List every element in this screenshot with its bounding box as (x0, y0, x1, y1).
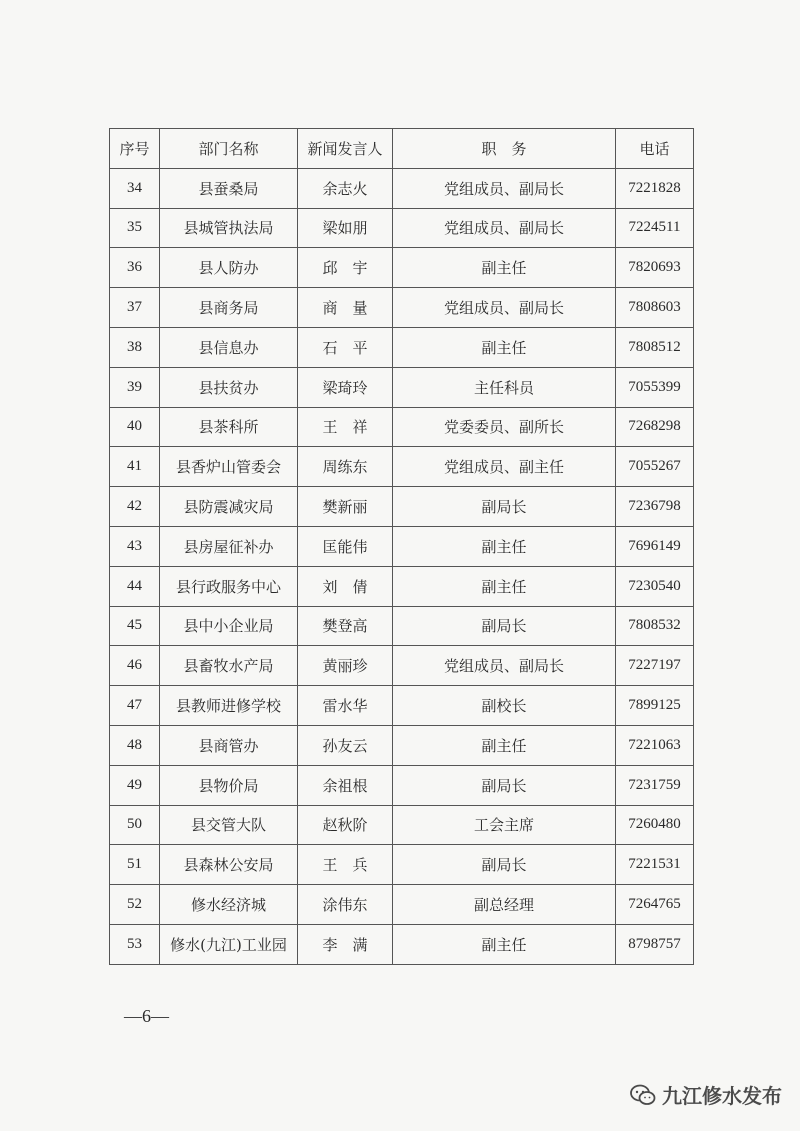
cell-dept: 县城管执法局 (160, 208, 298, 248)
watermark-text: 九江修水发布 (662, 1084, 782, 1108)
table-row (110, 924, 694, 964)
cell-dept: 县香炉山管委会 (160, 447, 298, 487)
header-tel: 电话 (616, 129, 694, 169)
cell-speaker: 梁琦玲 (298, 367, 393, 407)
cell-speaker: 余志火 (298, 168, 393, 208)
cell-speaker: 周练东 (298, 447, 393, 487)
table-row (110, 327, 694, 367)
table-row (110, 646, 694, 686)
cell-tel: 7808512 (616, 327, 694, 367)
cell-dept: 县房屋征补办 (160, 526, 298, 566)
cell-dept: 县人防办 (160, 248, 298, 288)
cell-no: 48 (110, 725, 160, 765)
cell-no: 38 (110, 327, 160, 367)
table-row (110, 686, 694, 726)
table-row (110, 367, 694, 407)
spokesperson-table (109, 128, 694, 965)
cell-speaker: 雷水华 (298, 686, 393, 726)
cell-title: 副总经理 (393, 885, 616, 925)
cell-dept: 县防震减灾局 (160, 487, 298, 527)
cell-speaker: 匡能伟 (298, 526, 393, 566)
cell-dept: 县教师进修学校 (160, 686, 298, 726)
cell-title: 副主任 (393, 248, 616, 288)
watermark (630, 1080, 782, 1109)
cell-no: 45 (110, 606, 160, 646)
table-row (110, 248, 694, 288)
cell-dept: 修水(九江)工业园 (160, 924, 298, 964)
cell-title: 副局长 (393, 606, 616, 646)
cell-dept: 县茶科所 (160, 407, 298, 447)
cell-tel: 7808603 (616, 288, 694, 328)
table-row (110, 288, 694, 328)
table-row (110, 606, 694, 646)
cell-no: 49 (110, 765, 160, 805)
cell-tel: 7808532 (616, 606, 694, 646)
cell-speaker: 余祖根 (298, 765, 393, 805)
table-header-row (110, 129, 694, 169)
header-title: 职 务 (393, 129, 616, 169)
header-no: 序号 (110, 129, 160, 169)
cell-dept: 县交管大队 (160, 805, 298, 845)
cell-tel: 7224511 (616, 208, 694, 248)
table-row (110, 885, 694, 925)
cell-tel: 7260480 (616, 805, 694, 845)
table-body (110, 168, 694, 964)
table-row (110, 168, 694, 208)
cell-dept: 县行政服务中心 (160, 566, 298, 606)
cell-title: 副主任 (393, 924, 616, 964)
cell-dept: 县信息办 (160, 327, 298, 367)
cell-tel: 7264765 (616, 885, 694, 925)
cell-no: 35 (110, 208, 160, 248)
cell-tel: 8798757 (616, 924, 694, 964)
cell-speaker: 李 满 (298, 924, 393, 964)
table-row (110, 447, 694, 487)
cell-speaker: 梁如朋 (298, 208, 393, 248)
table-row (110, 487, 694, 527)
cell-title: 副校长 (393, 686, 616, 726)
cell-title: 党组成员、副局长 (393, 288, 616, 328)
table-row (110, 208, 694, 248)
cell-title: 党委委员、副所长 (393, 407, 616, 447)
cell-no: 34 (110, 168, 160, 208)
cell-title: 党组成员、副局长 (393, 168, 616, 208)
cell-speaker: 商 量 (298, 288, 393, 328)
cell-speaker: 王 兵 (298, 845, 393, 885)
table-row (110, 845, 694, 885)
cell-no: 36 (110, 248, 160, 288)
table-row (110, 725, 694, 765)
cell-tel: 7227197 (616, 646, 694, 686)
cell-tel: 7899125 (616, 686, 694, 726)
cell-tel: 7696149 (616, 526, 694, 566)
table-row (110, 805, 694, 845)
cell-title: 党组成员、副主任 (393, 447, 616, 487)
cell-dept: 县蚕桑局 (160, 168, 298, 208)
cell-speaker: 樊登高 (298, 606, 393, 646)
cell-dept: 修水经济城 (160, 885, 298, 925)
cell-no: 41 (110, 447, 160, 487)
cell-speaker: 邱 宇 (298, 248, 393, 288)
cell-tel: 7820693 (616, 248, 694, 288)
cell-no: 44 (110, 566, 160, 606)
cell-title: 党组成员、副局长 (393, 208, 616, 248)
cell-dept: 县中小企业局 (160, 606, 298, 646)
cell-no: 51 (110, 845, 160, 885)
cell-no: 43 (110, 526, 160, 566)
cell-no: 40 (110, 407, 160, 447)
table-row (110, 566, 694, 606)
cell-title: 主任科员 (393, 367, 616, 407)
cell-no: 50 (110, 805, 160, 845)
cell-title: 副局长 (393, 845, 616, 885)
cell-tel: 7055399 (616, 367, 694, 407)
cell-tel: 7221531 (616, 845, 694, 885)
cell-title: 副主任 (393, 725, 616, 765)
cell-no: 47 (110, 686, 160, 726)
cell-speaker: 刘 倩 (298, 566, 393, 606)
cell-no: 52 (110, 885, 160, 925)
cell-dept: 县商务局 (160, 288, 298, 328)
cell-dept: 县扶贫办 (160, 367, 298, 407)
cell-tel: 7236798 (616, 487, 694, 527)
cell-tel: 7268298 (616, 407, 694, 447)
table-row (110, 765, 694, 805)
cell-no: 42 (110, 487, 160, 527)
cell-no: 37 (110, 288, 160, 328)
cell-speaker: 樊新丽 (298, 487, 393, 527)
cell-dept: 县森林公安局 (160, 845, 298, 885)
cell-tel: 7221828 (616, 168, 694, 208)
header-speaker: 新闻发言人 (298, 129, 393, 169)
cell-dept: 县畜牧水产局 (160, 646, 298, 686)
cell-title: 副主任 (393, 566, 616, 606)
cell-speaker: 孙友云 (298, 725, 393, 765)
cell-no: 39 (110, 367, 160, 407)
cell-tel: 7055267 (616, 447, 694, 487)
cell-speaker: 黄丽珍 (298, 646, 393, 686)
cell-speaker: 涂伟东 (298, 885, 393, 925)
cell-title: 工会主席 (393, 805, 616, 845)
cell-title: 副主任 (393, 327, 616, 367)
header-dept: 部门名称 (160, 129, 298, 169)
table-row (110, 407, 694, 447)
cell-dept: 县物价局 (160, 765, 298, 805)
cell-tel: 7230540 (616, 566, 694, 606)
cell-tel: 7231759 (616, 765, 694, 805)
cell-speaker: 王 祥 (298, 407, 393, 447)
cell-no: 46 (110, 646, 160, 686)
cell-speaker: 赵秋阶 (298, 805, 393, 845)
cell-title: 副局长 (393, 765, 616, 805)
cell-tel: 7221063 (616, 725, 694, 765)
cell-no: 53 (110, 924, 160, 964)
wechat-icon (630, 1084, 656, 1106)
cell-title: 副主任 (393, 526, 616, 566)
cell-dept: 县商管办 (160, 725, 298, 765)
cell-speaker: 石 平 (298, 327, 393, 367)
cell-title: 副局长 (393, 487, 616, 527)
cell-title: 党组成员、副局长 (393, 646, 616, 686)
page-number: —6— (124, 1006, 169, 1026)
table-row (110, 526, 694, 566)
